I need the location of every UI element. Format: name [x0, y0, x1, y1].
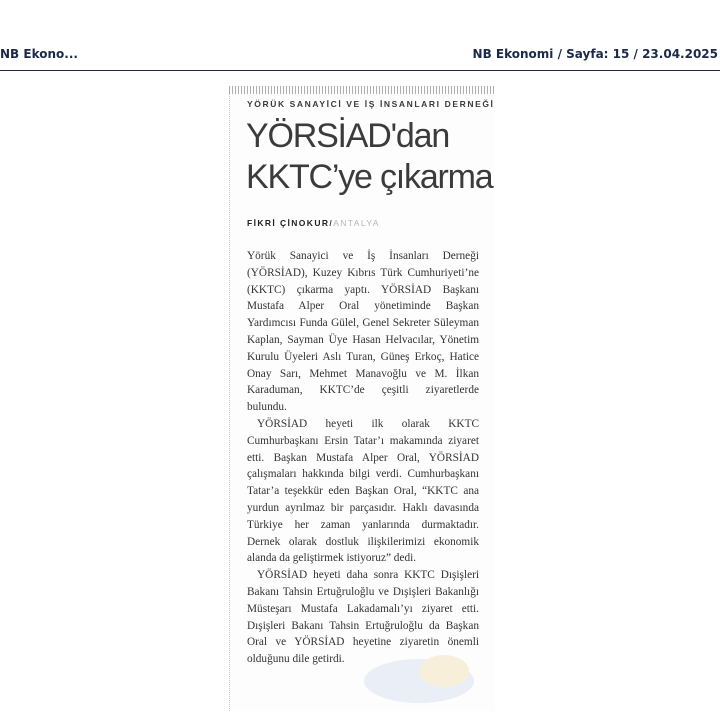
byline-author: FİKRİ ÇİNOKUR	[247, 218, 330, 228]
headline-line-2: KKTC’ye çıkarma	[246, 158, 493, 196]
article-kicker: YÖRÜK SANAYİCİ VE İŞ İNSANLARI DERNEĞİ	[247, 99, 495, 109]
article-paragraph: YÖRSİAD heyeti ilk olarak KKTC Cumhurbaşkanı Ersin Tatar’ı makamında ziyaret etti. Başkan Mustafa Alper Oral, YÖRSİAD çalışmaları hakkında bilgi verdi. Cumhurbaşkanı Tatar’a teşekkür eden Başkan Oral, “KKTC ana yurdun ayrılmaz bir parçasıdır. Haklı davasında Türkiye her zaman yanlarında durmaktadır. Dernek olarak dostluk ilişkilerimizi ekonomik alanda da geliştirmek istiyoruz” dedi.	[247, 417, 479, 565]
header-source-page-date: NB Ekonomi / Sayfa: 15 / 23.04.2025	[472, 47, 718, 61]
faint-watermark-icon	[349, 641, 489, 711]
headline-line-1: YÖRSİAD'dan	[246, 117, 450, 155]
clipping-border	[229, 86, 230, 711]
byline-location: ANTALYA	[333, 218, 380, 228]
article-paragraph: Yörük Sanayici ve İş İnsanları Derneği (YÖRSİAD), Kuzey Kıbrıs Türk Cumhuriyeti’ne (KKTC) çıkarma yaptı. YÖRSİAD Başkanı Mustafa Alper Oral yönetiminde Başkan Yardımcısı Funda Gülel, Genel Sekreter Süleyman Kaplan, Sayman Üye Hasan Helvacılar, Yönetim Kurulu Üyeleri Aslı Turan, Güneş Erkoç, Hatice Onay Sarı, Mehmet Manavoğlu ve M. İlkan Karaduman, KKTC’de çeşitli ziyaretlerde bulundu.	[247, 250, 479, 414]
article-paragraph: YÖRSİAD heyeti daha sonra KKTC Dışişleri Bakanı Tahsin Ertuğruloğlu ve Dışişleri Bakanlığı Müsteşarı Mustafa Lakadamalı’yı ziyaret etti. Dışişleri Bakanı Tahsin Ertuğruloğlu da Başkan Oral ve YÖRSİAD heyetine ziyaretin önemli olduğunu dile getirdi.	[247, 569, 479, 666]
article-headline	[246, 116, 496, 198]
header-source-short: NB Ekono...	[0, 47, 78, 61]
news-clipping	[229, 86, 495, 711]
article-byline	[247, 218, 380, 228]
byline-separator: /	[329, 218, 334, 228]
dotted-rule	[229, 86, 494, 94]
page-header	[0, 0, 720, 71]
article-body	[247, 248, 479, 668]
